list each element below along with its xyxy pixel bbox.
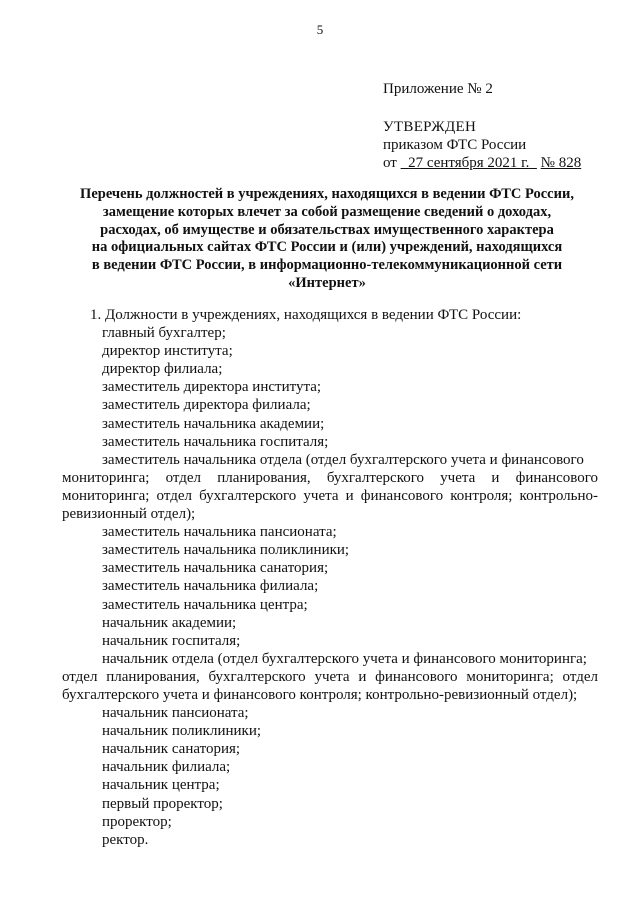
date-prefix: от [383, 155, 397, 171]
approval-block [383, 80, 581, 172]
position-list-a [62, 324, 598, 451]
title-line: Перечень должностей в учреждениях, находящихся в ведении ФТС России, [80, 186, 574, 202]
position-list-c [62, 704, 598, 849]
long-item-first-line: заместитель начальника отдела (отдел бухгалтерского учета и финансового [102, 451, 584, 468]
position-item: начальник санатория; [102, 741, 241, 758]
order-date-line [383, 154, 581, 172]
long-item-continuation: мониторинга; отдел планирования, бухгалтерского учета и финансового мониторинга; отдел бухгалтерского учета и финансового контроля; контрольно-ревизионный отдел); [62, 469, 598, 523]
position-item: проректор; [102, 813, 172, 830]
approved-label: УТВЕРЖДЕН [383, 119, 477, 135]
document-title [62, 186, 592, 293]
title-line: расходах, об имуществе и обязательствах имущественного характера [100, 221, 554, 238]
order-number: № 828 [540, 155, 582, 171]
position-item-long-1 [62, 451, 598, 523]
position-item: начальник академии; [102, 614, 237, 631]
position-item: главный бухгалтер; [102, 325, 226, 342]
position-item: заместитель начальника филиала; [102, 578, 319, 595]
position-item: заместитель директора филиала; [102, 397, 311, 414]
position-item-long-2 [62, 650, 598, 704]
position-item: директор института; [102, 343, 233, 360]
title-line: замещение которых влечет за собой размещение сведений о доходах, [102, 203, 552, 220]
appendix-label: Приложение № 2 [383, 81, 493, 97]
position-item: первый проректор; [102, 795, 223, 812]
position-item: заместитель начальника академии; [102, 415, 325, 432]
document-body [62, 306, 598, 849]
position-item: заместитель начальника поликлиники; [102, 542, 350, 559]
position-item: заместитель начальника санатория; [102, 560, 329, 577]
position-item: заместитель директора института; [102, 379, 322, 396]
position-item: заместитель начальника центра; [102, 596, 308, 613]
position-item: начальник филиала; [102, 759, 231, 776]
long-item-first-line: начальник отдела (отдел бухгалтерского учета и финансового мониторинга; [102, 650, 587, 667]
position-item: директор филиала; [102, 361, 223, 378]
page-number: 5 [316, 22, 324, 37]
position-item: начальник центра; [102, 777, 220, 794]
position-item: заместитель начальника госпиталя; [102, 433, 329, 450]
position-list-b [62, 523, 598, 650]
title-line: «Интернет» [288, 274, 366, 291]
order-date [401, 155, 537, 171]
section-heading: 1. Должности в учреждениях, находящихся в ведении ФТС России: [90, 307, 522, 323]
position-item: начальник поликлиники; [102, 723, 262, 740]
order-date-text: 27 сентября 2021 г. [408, 155, 530, 171]
position-item: начальник госпиталя; [102, 632, 241, 649]
position-item: ректор. [102, 831, 149, 848]
title-line: на официальных сайтах ФТС России и (или) учреждений, находящихся [91, 239, 563, 256]
position-item: заместитель начальника пансионата; [102, 524, 337, 541]
order-reference: приказом ФТС России [383, 137, 527, 153]
position-item: начальник пансионата; [102, 705, 249, 722]
title-line: в ведении ФТС России, в информационно-телекоммуникационной сети [91, 257, 563, 274]
long-item-continuation: отдел планирования, бухгалтерского учета и финансового мониторинга; отдел бухгалтерского учета и финансового контроля; контрольно-ревизионный отдел); [62, 668, 598, 703]
